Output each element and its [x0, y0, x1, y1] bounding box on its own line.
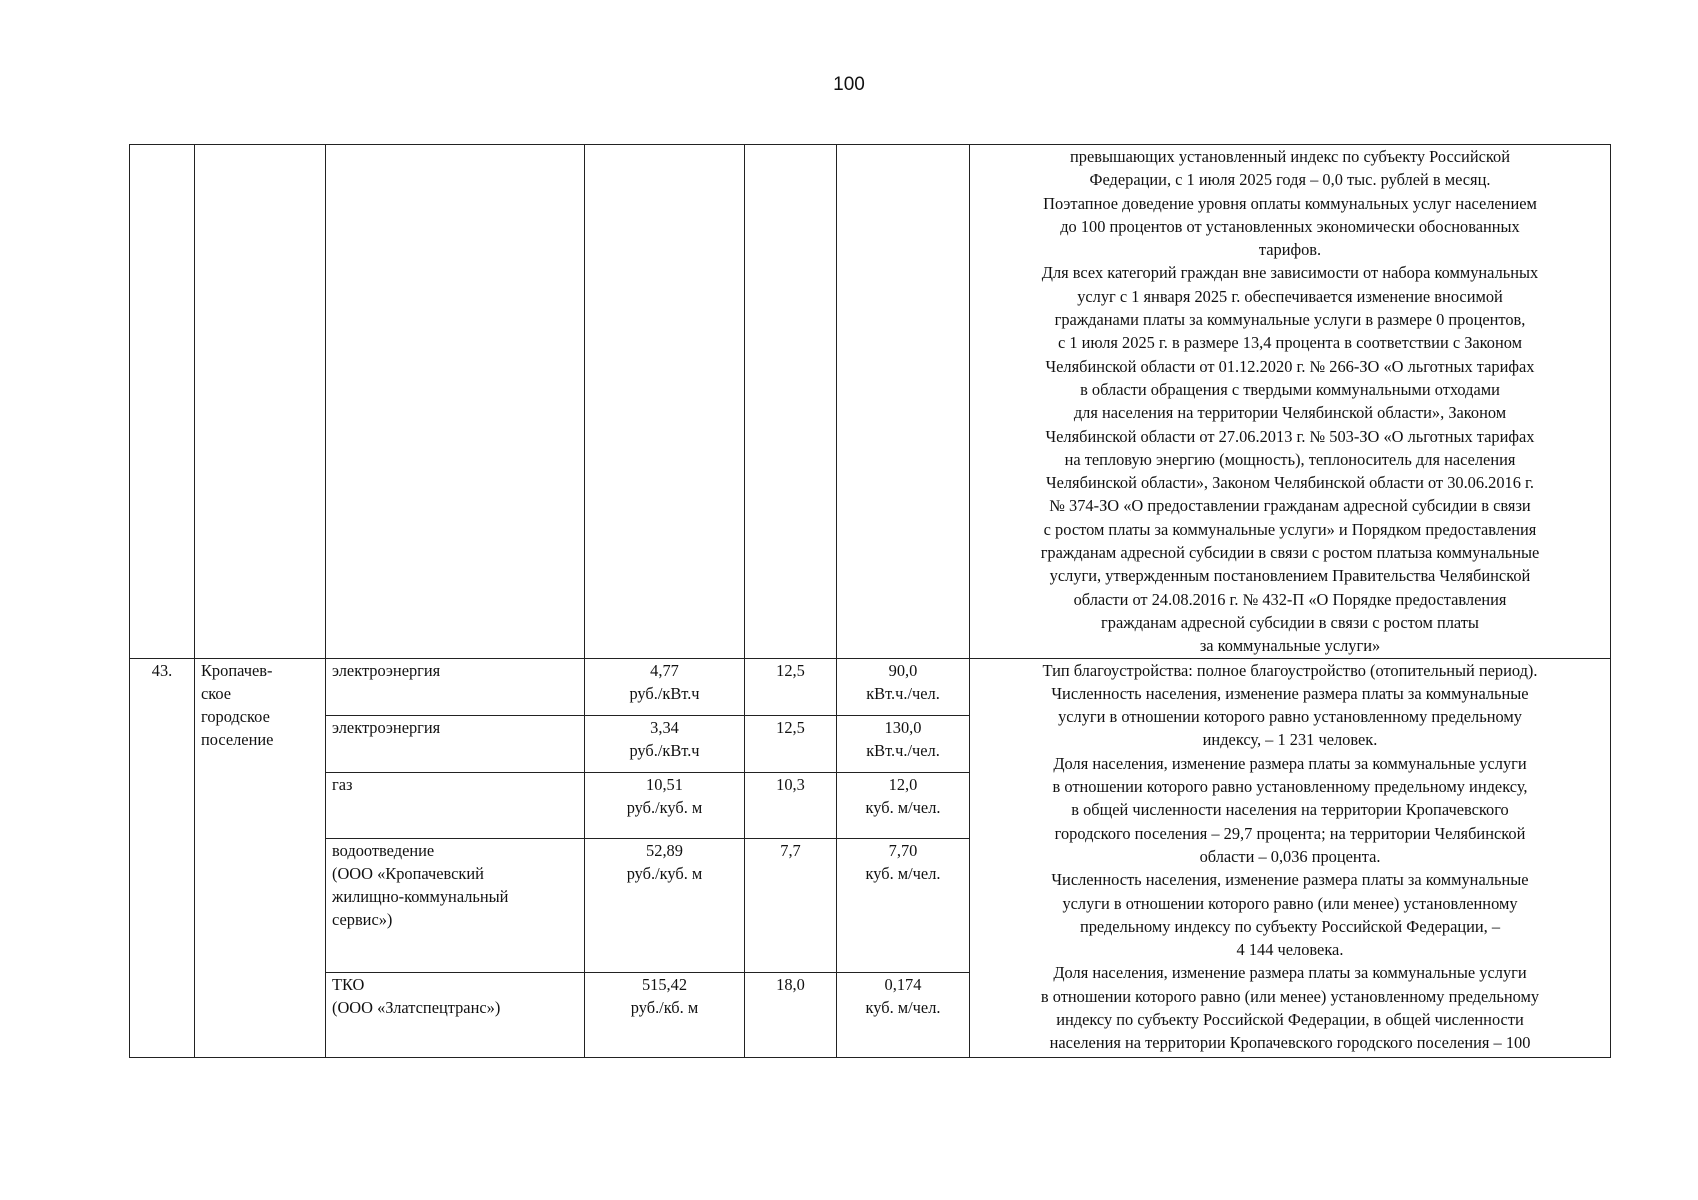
note-line: гражданами платы за коммунальные услуги в размере 0 процентов,: [1054, 310, 1526, 330]
norm-value: 0,174: [884, 974, 922, 994]
tariff-cell: [585, 715, 745, 772]
municipality-line: ское: [201, 683, 232, 703]
tariff-value: 3,34: [650, 717, 679, 737]
note-line: предельному индексу по субъекту Российской Федерации, –: [1079, 916, 1501, 936]
note-line: в области обращения с твердыми коммунальными отходами: [1080, 379, 1500, 399]
note-line: Челябинской области от 01.12.2020 г. № 266-ЗО «О льготных тарифах: [1045, 356, 1535, 376]
norm-unit: кВт.ч./чел.: [866, 740, 940, 760]
note-line: услуги, утвержденным постановлением Правительства Челябинской: [1049, 566, 1531, 586]
empty-cell: [837, 145, 970, 659]
note-line: за коммунальные услуги»: [1199, 636, 1381, 656]
tariff-value: 4,77: [650, 660, 679, 680]
index-cell: 10,3: [745, 772, 837, 838]
service-line: электроэнергия: [332, 717, 441, 737]
note-line: для населения на территории Челябинской области», Законом: [1073, 403, 1507, 423]
note-line: тарифов.: [1258, 240, 1322, 260]
norm-cell: [837, 838, 970, 972]
note-line: на тепловую энергию (мощность), теплоноситель для населения: [1064, 449, 1516, 469]
norm-unit: куб. м/чел.: [865, 797, 941, 817]
service-line: водоотведение: [332, 840, 435, 860]
continuation-note-cell: [970, 145, 1611, 659]
norm-value: 90,0: [888, 660, 918, 680]
note-line: Поэтапное доведение уровня оплаты коммунальных услуг населением: [1043, 193, 1537, 213]
note-line: Доля населения, изменение размера платы за коммунальные услуги: [1053, 753, 1527, 773]
note-line: Численность населения, изменение размера платы за коммунальные: [1051, 683, 1529, 703]
note-line: Для всех категорий граждан вне зависимости от набора коммунальных: [1041, 263, 1539, 283]
norm-value: 7,70: [888, 840, 918, 860]
tariff-cell: [585, 772, 745, 838]
table-row: [130, 658, 1611, 715]
note-line: с 1 июля 2025 г. в размере 13,4 процента в соответствии с Законом: [1057, 333, 1523, 353]
municipality-line: поселение: [201, 730, 274, 750]
continuation-row: [130, 145, 1611, 659]
service-line: сервис»): [332, 910, 393, 930]
service-name: [326, 658, 585, 715]
index-cell: 18,0: [745, 972, 837, 1057]
note-line: области – 0,036 процента.: [1199, 846, 1381, 866]
tariff-unit: руб./куб. м: [626, 863, 703, 883]
note-line: Федерации, с 1 июля 2025 годя – 0,0 тыс. рублей в месяц.: [1089, 170, 1491, 190]
page-number: 100: [833, 74, 865, 95]
norm-value: 12,0: [888, 774, 918, 794]
note-line: в отношении которого равно установленному предельному индексу,: [1052, 777, 1528, 797]
tariff-table: [129, 144, 1611, 1058]
index-cell: 12,5: [745, 658, 837, 715]
note-line: индексу, – 1 231 человек.: [1202, 730, 1378, 750]
service-line: (ООО «Златспецтранс»): [332, 997, 501, 1017]
note-line: Тип благоустройства: полное благоустройство (отопительный период).: [1042, 660, 1538, 680]
norm-unit: куб. м/чел.: [865, 997, 941, 1017]
empty-cell: [326, 145, 585, 659]
note-line: городского поселения – 29,7 процента; на территории Челябинской: [1054, 823, 1526, 843]
note-line: в общей численности населения на территории Кропачевского: [1071, 800, 1509, 820]
service-line: газ: [332, 774, 353, 794]
note-line: населения на территории Кропачевского городского поселения – 100: [1049, 1033, 1531, 1053]
tariff-unit: руб./кб. м: [630, 997, 699, 1017]
tariff-cell: [585, 838, 745, 972]
note-line: превышающих установленный индекс по субъекту Российской: [1070, 147, 1510, 166]
service-name: [326, 972, 585, 1057]
service-line: жилищно-коммунальный: [332, 887, 509, 907]
tariff-cell: [585, 658, 745, 715]
tariff-value: 52,89: [646, 840, 683, 860]
note-line: с ростом платы за коммунальные услуги» и Порядком предоставления: [1043, 519, 1537, 539]
service-name: [326, 772, 585, 838]
norm-value: 130,0: [884, 717, 922, 737]
note-line: 4 144 человека.: [1236, 940, 1344, 960]
service-line: (ООО «Кропачевский: [332, 863, 484, 883]
row-number: 43.: [130, 658, 195, 1057]
note-line: Челябинской области», Законом Челябинской области от 30.06.2016 г.: [1045, 473, 1535, 493]
empty-cell: [195, 145, 326, 659]
municipality-cell: [195, 658, 326, 1057]
tariff-unit: руб./куб. м: [626, 797, 703, 817]
note-line: гражданам адресной субсидии в связи с ростом платы: [1101, 612, 1479, 632]
note-line: Доля населения, изменение размера платы за коммунальные услуги: [1053, 963, 1527, 983]
index-cell: 7,7: [745, 838, 837, 972]
municipality-line: Кропачев-: [201, 660, 273, 680]
norm-cell: [837, 715, 970, 772]
row43-note-cell: [970, 658, 1611, 1057]
tariff-value: 515,42: [641, 974, 688, 994]
note-line: области от 24.08.2016 г. № 432-П «О Порядке предоставления: [1073, 589, 1507, 609]
note-line: индексу по субъекту Российской Федерации, в общей численности: [1056, 1009, 1524, 1029]
index-cell: 12,5: [745, 715, 837, 772]
norm-unit: куб. м/чел.: [865, 863, 941, 883]
service-name: [326, 838, 585, 972]
note-line: Челябинской области от 27.06.2013 г. № 503-ЗО «О льготных тарифах: [1045, 426, 1535, 446]
tariff-unit: руб./кВт.ч: [629, 683, 700, 703]
note-line: услуги в отношении которого равно установленному предельному: [1058, 707, 1522, 727]
note-line: до 100 процентов от установленных экономически обоснованных: [1060, 216, 1520, 236]
service-line: электроэнергия: [332, 660, 441, 680]
note-line: Численность населения, изменение размера платы за коммунальные: [1051, 870, 1529, 890]
empty-cell: [585, 145, 745, 659]
empty-cell: [130, 145, 195, 659]
note-line: в отношении которого равно (или менее) установленному предельному: [1040, 986, 1540, 1006]
note-line: услуги в отношении которого равно (или менее) установленному: [1062, 893, 1518, 913]
note-line: гражданам адресной субсидии в связи с ростом платыза коммунальные: [1040, 543, 1540, 563]
service-name: [326, 715, 585, 772]
norm-cell: [837, 658, 970, 715]
municipality-line: городское: [201, 707, 270, 727]
empty-cell: [745, 145, 837, 659]
norm-cell: [837, 972, 970, 1057]
note-line: № 374-ЗО «О предоставлении гражданам адресной субсидии в связи: [1049, 496, 1531, 516]
norm-unit: кВт.ч./чел.: [866, 683, 940, 703]
tariff-value: 10,51: [646, 774, 683, 794]
tariff-cell: [585, 972, 745, 1057]
service-line: ТКО: [332, 974, 365, 994]
note-line: услуг с 1 января 2025 г. обеспечивается изменение вносимой: [1077, 286, 1503, 306]
norm-cell: [837, 772, 970, 838]
tariff-unit: руб./кВт.ч: [629, 740, 700, 760]
